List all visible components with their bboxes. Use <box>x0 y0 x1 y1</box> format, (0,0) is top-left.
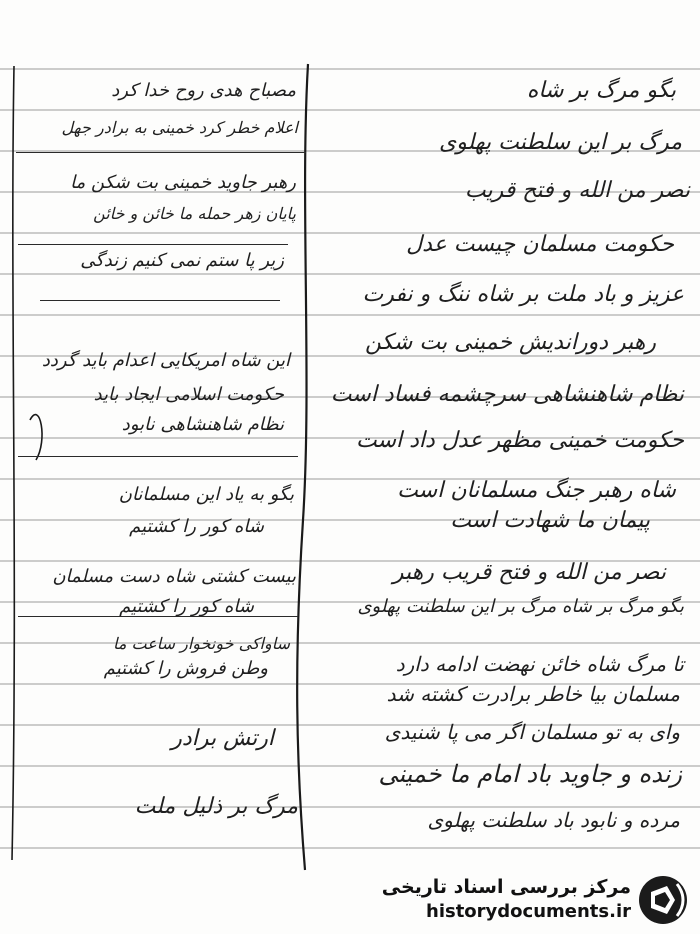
slogan-line: مرگ بر این سلطنت پهلوی <box>439 130 682 155</box>
slogan-line: حکومت اسلامی ایجاد باید <box>93 384 284 405</box>
slogan-line: مرده و نابود باد سلطنت پهلوی <box>427 808 680 832</box>
slogan-line: نظام شاهنشاهی نابود <box>121 414 284 435</box>
slogan-line: این شاه امریکایی اعدام باید گردد <box>41 350 290 371</box>
slogan-line: پیمان ما شهادت است <box>450 508 650 533</box>
slogan-line: اعلام خطر کرد خمینی به برادر جهل <box>61 118 298 137</box>
slogan-line: زیر پا ستم نمی کنیم زندگی <box>80 250 284 271</box>
slogan-line: نصر من الله و فتح قریب <box>464 178 690 203</box>
divider-line <box>18 616 298 617</box>
archive-logo-icon <box>637 874 689 926</box>
divider-line <box>40 300 280 301</box>
slogan-line: شاه کور را کشتیم <box>119 596 254 617</box>
slogan-line: تا مرگ شاه خائن نهضت ادامه دارد <box>395 652 684 676</box>
divider-line <box>16 152 306 153</box>
slogan-line: نصر من الله و فتح قریب رهبر <box>392 560 666 585</box>
slogan-line: بگو به یاد این مسلمانان <box>118 484 294 505</box>
slogan-line: رهبر دوراندیش خمینی بت شکن <box>365 330 656 355</box>
divider-line <box>18 244 288 245</box>
slogan-line: حکومت خمینی مظهر عدل داد است <box>355 428 684 453</box>
slogan-line: بگو مرگ بر شاه مرگ بر این سلطنت پهلوی <box>357 596 684 617</box>
slogan-line: حکومت مسلمان چیست عدل <box>406 232 674 257</box>
slogan-line: زنده و جاوید باد امام ما خمینی <box>378 760 682 788</box>
slogan-line: شاه کور را کشتیم <box>129 516 264 537</box>
slogan-line: بیست کشتی شاه دست مسلمان <box>52 566 296 587</box>
slogan-line: مرگ بر ذلیل ملت <box>134 794 298 819</box>
archive-url[interactable]: historydocuments.ir <box>426 901 631 922</box>
slogan-line: وای به تو مسلمان اگر می پا شنیدی <box>384 720 680 744</box>
slogan-line: عزیز و باد ملت بر شاه ننگ و نفرت <box>362 282 684 307</box>
slogan-line: رهبر جاوید خمینی بت شکن ما <box>70 172 296 193</box>
divider-line <box>18 456 298 457</box>
archive-title: مرکز بررسی اسناد تاریخی <box>381 876 631 898</box>
archive-watermark <box>381 872 695 928</box>
slogan-line: مصباح هدی روح خدا کرد <box>111 80 296 101</box>
slogan-line: مسلمان بیا خاطر برادرت کشته شد <box>386 682 680 706</box>
slogan-line: پایان زهر حمله ما خائن و خائن <box>93 204 296 223</box>
slogan-line: وطن فروش را کشتیم <box>103 658 268 679</box>
slogan-line: شاه رهبر جنگ مسلمانان است <box>397 478 676 503</box>
slogan-line: ارتش برادر <box>171 726 274 751</box>
slogan-line: ساواکی خونخوار ساعت ما <box>112 634 290 653</box>
slogan-line: نظام شاهنشاهی سرچشمه فساد است <box>330 382 684 407</box>
slogan-line: بگو مرگ بر شاه <box>526 78 676 103</box>
